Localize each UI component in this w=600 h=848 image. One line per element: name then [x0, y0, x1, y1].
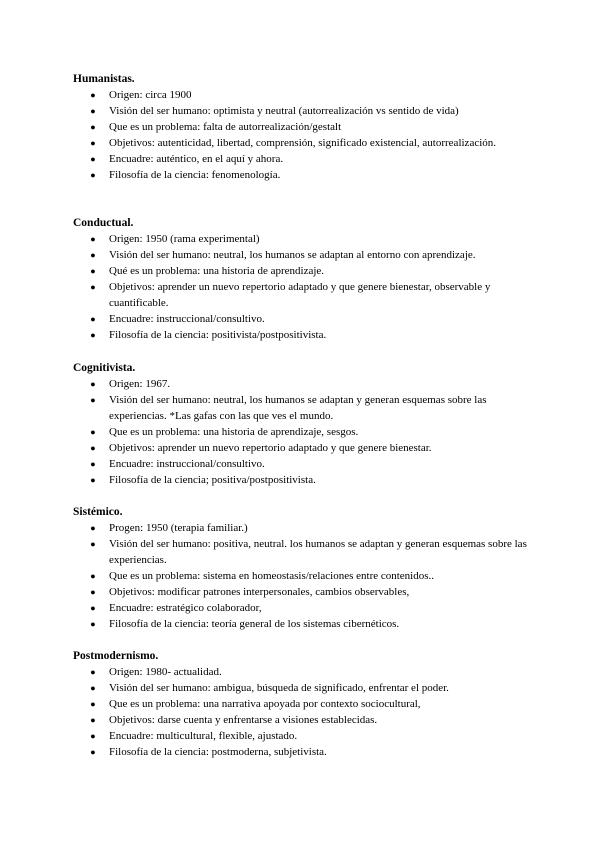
bullet-icon: ● — [90, 459, 96, 469]
bullet-list — [73, 376, 533, 488]
section-title: Sistémico. — [73, 506, 123, 518]
bullet-icon: ● — [90, 234, 96, 244]
list-item: ● Filosofía de la ciencia: postmoderna, subjetivista. — [73, 744, 533, 760]
list-item: ● Encuadre: multicultural, flexible, ajustado. — [73, 728, 533, 744]
list-item: ● Encuadre: instruccional/consultivo. — [73, 311, 533, 327]
section-conductual — [73, 215, 533, 343]
bullet-list — [73, 664, 533, 760]
bullet-icon: ● — [90, 266, 96, 276]
bullet-icon: ● — [90, 587, 96, 597]
list-item: ● Origen: circa 1900 — [73, 87, 533, 103]
bullet-icon: ● — [90, 154, 96, 164]
list-item: ● Que es un problema: una historia de aprendizaje, sesgos. — [73, 424, 533, 440]
list-item: ● Origen: 1950 (rama experimental) — [73, 231, 533, 247]
list-item: ● Encuadre: estratégico colaborador, — [73, 600, 533, 616]
list-item: ● Filosofía de la ciencia; positiva/postpositivista. — [73, 472, 533, 488]
list-item: ● Visión del ser humano: positiva, neutral. los humanos se adaptan y generan esquemas sobre las experiencias. — [73, 536, 533, 568]
list-item: ● Que es un problema: sistema en homeostasis/relaciones entre contenidos.. — [73, 568, 533, 584]
bullet-icon: ● — [90, 523, 96, 533]
bullet-icon: ● — [90, 539, 96, 549]
list-item: ● Progen: 1950 (terapia familiar.) — [73, 520, 533, 536]
bullet-icon: ● — [90, 282, 96, 292]
section-title: Cognitivista. — [73, 362, 136, 374]
list-item: ● Filosofía de la ciencia: teoría general de los sistemas cibernéticos. — [73, 616, 533, 632]
bullet-icon: ● — [90, 427, 96, 437]
list-item: ● Origen: 1980- actualidad. — [73, 664, 533, 680]
bullet-icon: ● — [90, 619, 96, 629]
bullet-icon: ● — [90, 603, 96, 613]
list-item: ● Objetivos: aprender un nuevo repertorio adaptado y que genere bienestar. — [73, 440, 533, 456]
list-item: ● Visión del ser humano: neutral, los humanos se adaptan al entorno con aprendizaje. — [73, 247, 533, 263]
bullet-icon: ● — [90, 106, 96, 116]
section-postmodernismo — [73, 648, 533, 760]
list-item: ● Objetivos: autenticidad, libertad, comprensión, significado existencial, autorrealización. — [73, 135, 533, 151]
list-item: ● Origen: 1967. — [73, 376, 533, 392]
list-item: ● Qué es un problema: una historia de aprendizaje. — [73, 263, 533, 279]
section-sistemico — [73, 504, 533, 632]
list-item: ● Filosofía de la ciencia: fenomenología. — [73, 167, 533, 183]
section-title: Humanistas. — [73, 73, 135, 85]
bullet-list — [73, 231, 533, 343]
bullet-icon: ● — [90, 122, 96, 132]
list-item: ● Visión del ser humano: ambigua, búsqueda de significado, enfrentar el poder. — [73, 680, 533, 696]
list-item: ● Que es un problema: una narrativa apoyada por contexto sociocultural, — [73, 696, 533, 712]
bullet-icon: ● — [90, 475, 96, 485]
bullet-icon: ● — [90, 571, 96, 581]
bullet-list — [73, 87, 533, 183]
list-item: ● Que es un problema: falta de autorrealización/gestalt — [73, 119, 533, 135]
list-item: ● Visión del ser humano: optimista y neutral (autorrealización vs sentido de vida) — [73, 103, 533, 119]
bullet-icon: ● — [90, 330, 96, 340]
list-item: ● Objetivos: aprender un nuevo repertorio adaptado y que genere bienestar, observable y cuantificable. — [73, 279, 533, 311]
bullet-icon: ● — [90, 667, 96, 677]
bullet-icon: ● — [90, 443, 96, 453]
list-item: ● Objetivos: modificar patrones interpersonales, cambios observables, — [73, 584, 533, 600]
list-item: ● Encuadre: auténtico, en el aquí y ahora. — [73, 151, 533, 167]
list-item: ● Filosofía de la ciencia: positivista/postpositivista. — [73, 327, 533, 343]
list-item: ● Encuadre: instruccional/consultivo. — [73, 456, 533, 472]
section-cognitivista — [73, 360, 533, 488]
bullet-icon: ● — [90, 395, 96, 405]
section-title: Postmodernismo. — [73, 650, 159, 662]
bullet-icon: ● — [90, 747, 96, 757]
bullet-icon: ● — [90, 138, 96, 148]
bullet-icon: ● — [90, 170, 96, 180]
bullet-icon: ● — [90, 379, 96, 389]
bullet-icon: ● — [90, 731, 96, 741]
bullet-icon: ● — [90, 314, 96, 324]
bullet-icon: ● — [90, 683, 96, 693]
section-humanistas — [73, 71, 533, 183]
list-item: ● Objetivos: darse cuenta y enfrentarse a visiones establecidas. — [73, 712, 533, 728]
list-item: ● Visión del ser humano: neutral, los humanos se adaptan y generan esquemas sobre las experiencias. *Las gafas con las que ves el mundo. — [73, 392, 533, 424]
bullet-icon: ● — [90, 699, 96, 709]
bullet-icon: ● — [90, 250, 96, 260]
section-title: Conductual. — [73, 217, 134, 229]
bullet-icon: ● — [90, 715, 96, 725]
bullet-list — [73, 520, 533, 632]
bullet-icon: ● — [90, 90, 96, 100]
